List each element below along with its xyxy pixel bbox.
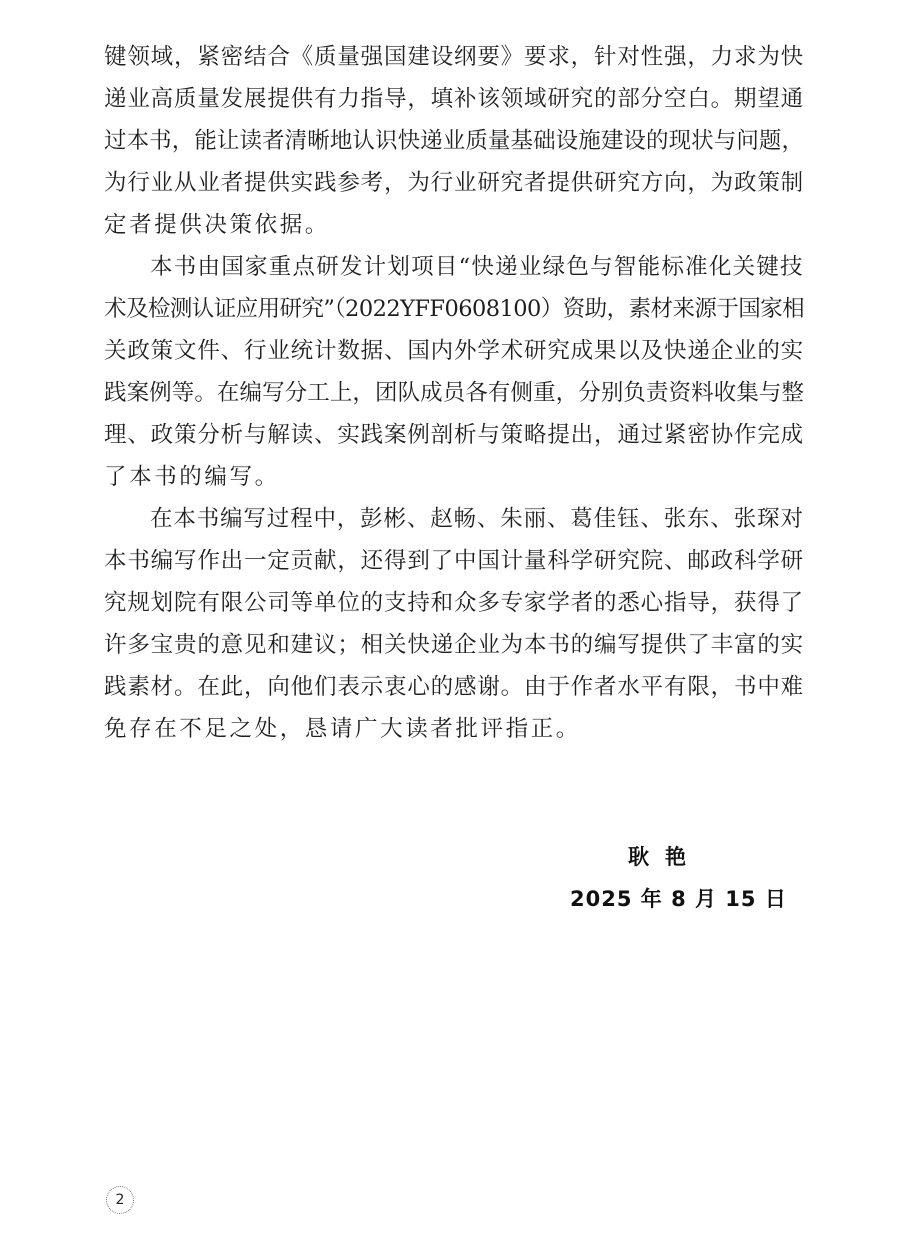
text-line: 键领域，紧密结合《质量强国建设纲要》要求，针对性强，力求为快 xyxy=(104,44,805,70)
text-line: 究规划院有限公司等单位的支持和众多专家学者的悉心指导，获得了 xyxy=(104,590,805,616)
signature-block xyxy=(570,836,787,920)
text-line: 了本书的编写。 xyxy=(104,464,280,490)
paragraph-2 xyxy=(104,246,804,498)
text-line: 许多宝贵的意见和建议；相关快递企业为本书的编写提供了丰富的实 xyxy=(104,632,805,658)
text-line: 践素材。在此，向他们表示衷心的感谢。由于作者水平有限，书中难 xyxy=(104,674,805,700)
text-line: 在本书编写过程中，彭彬、赵畅、朱丽、葛佳钰、张东、张琛对 xyxy=(150,506,804,532)
text-line: 递业高质量发展提供有力指导，填补该领域研究的部分空白。期望通 xyxy=(104,86,805,112)
text-line: 关政策文件、行业统计数据、国内外学术研究成果以及快递企业的实 xyxy=(104,338,805,364)
paragraph-1 xyxy=(104,36,804,246)
paragraph-3 xyxy=(104,498,804,750)
preface-body xyxy=(104,36,804,750)
text-line: 本书编写作出一定贡献，还得到了中国计量科学研究院、邮政科学研 xyxy=(104,548,805,574)
text-line: 为行业从业者提供实践参考，为行业研究者提供研究方向，为政策制 xyxy=(104,170,805,196)
text-line: 过本书，能让读者清晰地认识快递业质量基础设施建设的现状与问题， xyxy=(104,128,805,154)
text-line: 免存在不足之处，恳请广大读者批评指正。 xyxy=(104,716,581,742)
signature-date: 2025 年 8 月 15 日 xyxy=(570,887,787,911)
author-name: 耿艳 xyxy=(628,845,702,869)
page-number: 2 xyxy=(106,1186,134,1214)
text-line: 理、政策分析与解读、实践案例剖析与策略提出，通过紧密协作完成 xyxy=(104,422,805,448)
text-line: 术及检测认证应用研究”（2022YFF0608100）资助，素材来源于国家相 xyxy=(104,296,805,322)
text-line: 本书由国家重点研发计划项目“快递业绿色与智能标准化关键技 xyxy=(150,254,804,280)
text-line: 定者提供决策依据。 xyxy=(104,212,330,238)
text-line: 践案例等。在编写分工上，团队成员各有侧重，分别负责资料收集与整 xyxy=(104,380,805,406)
